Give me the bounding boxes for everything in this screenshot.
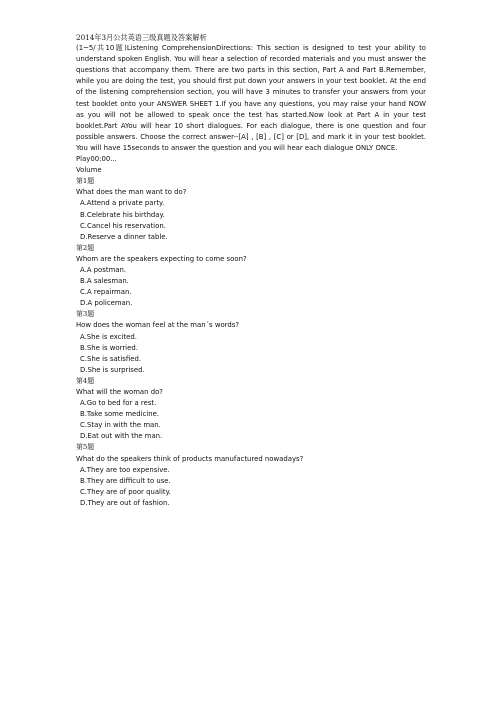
- question-text: What do the speakers think of products manufactured nowadays?: [76, 454, 304, 463]
- answer-option[interactable]: A.She is excited.: [80, 332, 137, 341]
- listening-directions: (1~5/共10题)Listening ComprehensionDirections: This section is designed to test your ability to understand spoken English. You will hear a selection of recorded materials and you must answer the questions that accompany them. There are two parts in this section, Part A and Part B.Remember, while you are doing the test, you should first put down your answers in your test booklet. At the end of the listening comprehension section, you will have 3 minutes to transfer your answers from your test booklet onto your ANSWER SHEET 1.If you have any questions, you may raise your hand NOW as you will not be allowed to speak once the test has started.Now look at Part A in your test booklet.Part AYou will hear 10 short dialogues. For each dialogue, there is one question and four possible answers. Choose the correct answer--[A] , [B] , [C] or [D], and mark it in your test booklet. You will have 15seconds to answer the question and you will hear each dialogue ONLY ONCE.: [76, 44, 426, 152]
- question-label: 第3题: [76, 310, 95, 319]
- question-label: 第4题: [76, 376, 95, 385]
- answer-option[interactable]: C.Stay in with the man.: [80, 421, 161, 430]
- answer-option[interactable]: A.Go to bed for a rest.: [80, 399, 157, 408]
- question-label: 第2题: [76, 243, 95, 252]
- question-3: [76, 309, 426, 376]
- answer-option[interactable]: C.A repairman.: [80, 288, 132, 297]
- answer-option[interactable]: A.Attend a private party.: [80, 199, 165, 208]
- answer-option[interactable]: D.They are out of fashion.: [80, 498, 170, 507]
- audio-play-control[interactable]: Play00:00...: [76, 155, 117, 164]
- question-text: Whom are the speakers expecting to come soon?: [76, 254, 247, 263]
- answer-option[interactable]: C.Cancel his reservation.: [80, 221, 166, 230]
- document-title: 2014年3月公共英语三级真题及答案解析: [76, 33, 207, 42]
- answer-option[interactable]: D.Eat out with the man.: [80, 432, 163, 441]
- question-label: 第5题: [76, 443, 95, 452]
- answer-option[interactable]: D.She is surprised.: [80, 365, 145, 374]
- question-label: 第1题: [76, 177, 95, 186]
- answer-option[interactable]: B.Take some medicine.: [80, 410, 160, 419]
- question-4: [76, 376, 426, 443]
- answer-option[interactable]: D.Reserve a dinner table.: [80, 232, 168, 241]
- question-text: What will the woman do?: [76, 388, 163, 396]
- answer-option[interactable]: D.A policeman.: [80, 299, 133, 308]
- question-2: [76, 243, 426, 310]
- answer-option[interactable]: B.Celebrate his birthday.: [80, 210, 165, 219]
- answer-option[interactable]: B.A salesman.: [80, 277, 129, 286]
- answer-option[interactable]: C.She is satisfied.: [80, 354, 142, 363]
- question-1: [76, 176, 426, 243]
- question-text: What does the man want to do?: [76, 188, 187, 197]
- audio-volume-control[interactable]: Volume: [76, 166, 102, 175]
- answer-option[interactable]: A.They are too expensive.: [80, 465, 170, 474]
- question-5: [76, 442, 426, 509]
- answer-option[interactable]: A.A postman.: [80, 265, 127, 274]
- question-text: How does the woman feel at the man´s words?: [76, 321, 240, 330]
- answer-option[interactable]: C.They are of poor quality.: [80, 487, 171, 496]
- answer-option[interactable]: B.They are difficult to use.: [80, 476, 171, 485]
- answer-option[interactable]: B.She is worried.: [80, 343, 138, 352]
